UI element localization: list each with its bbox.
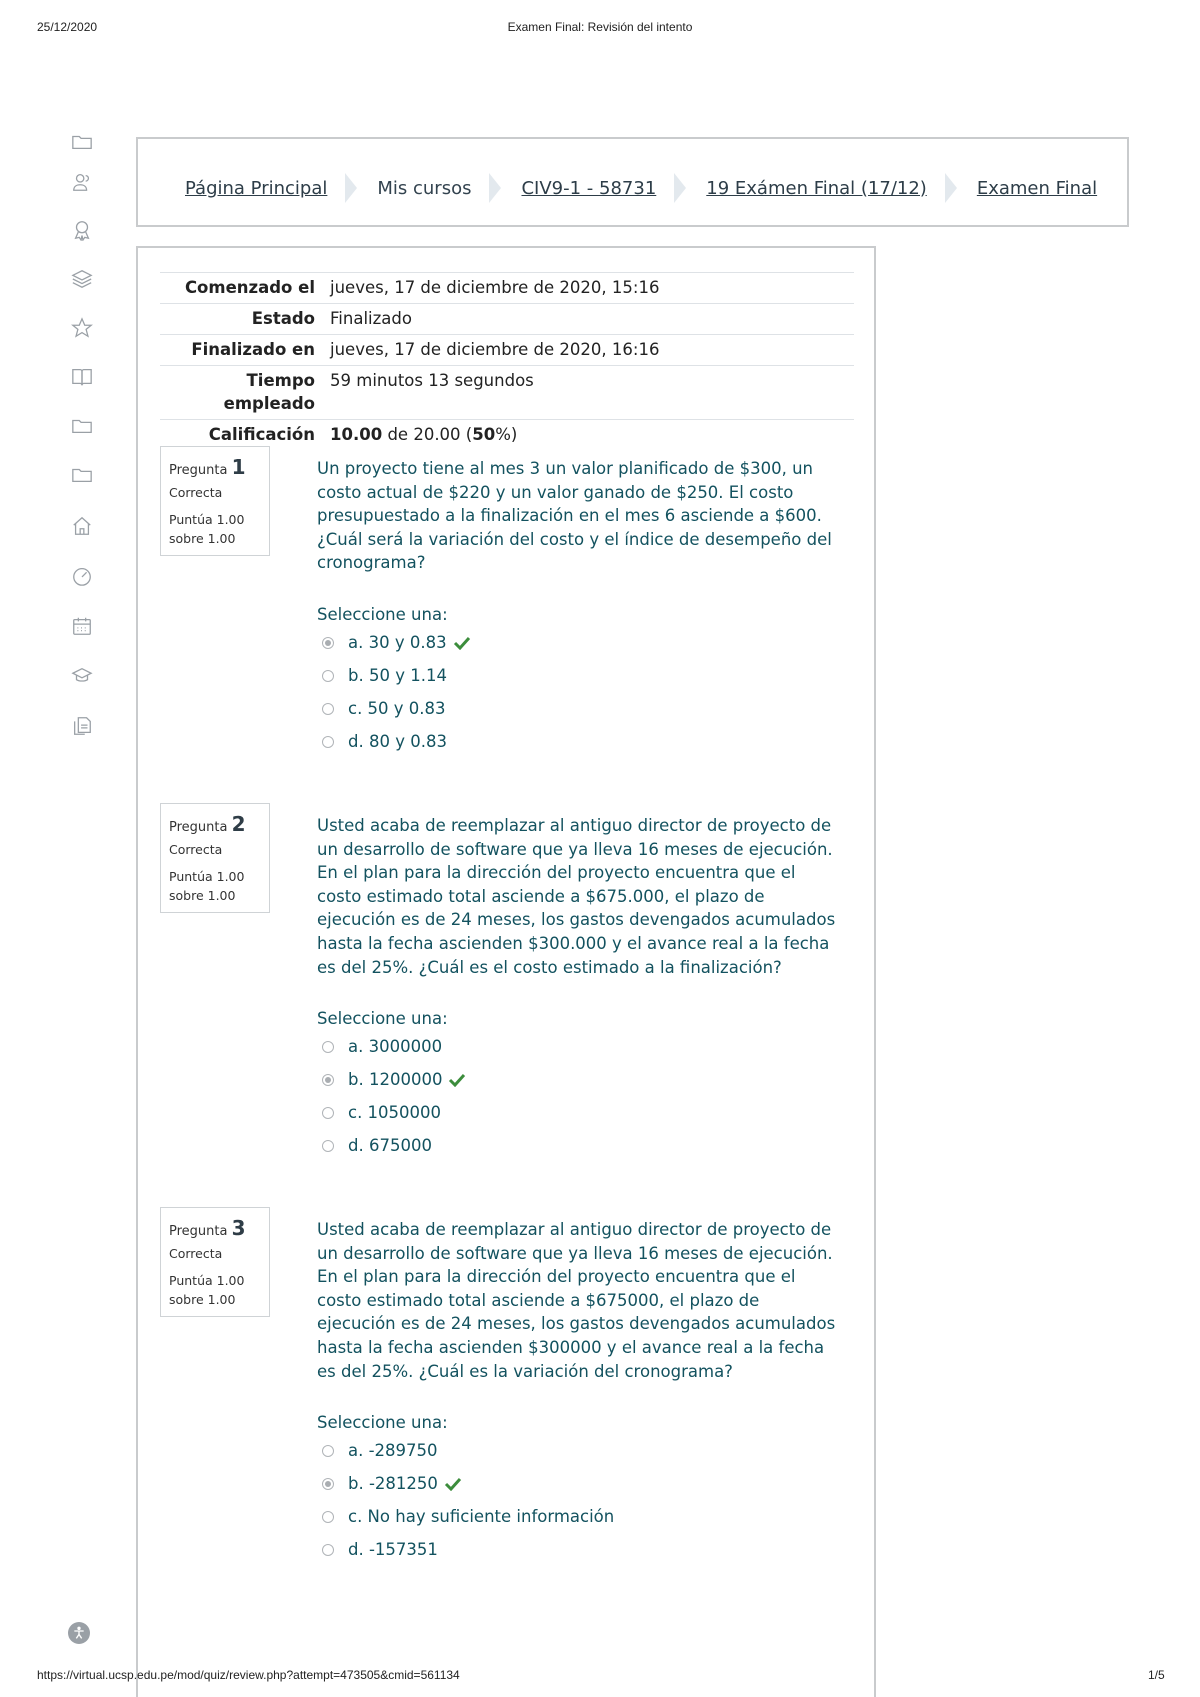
print-title: Examen Final: Revisión del intento — [507, 20, 693, 34]
question-text-3: Usted acaba de reemplazar al antiguo director de proyecto de un desarrollo de software que ya lleva 16 meses de ejecución. En el plan para la dirección del proyecto encuentra que el costo estimado total asciende a $675000, el plazo de ejecución es de 24 meses, los gastos devengados acumulados hasta la fecha ascienden $300000 y el avance real a la fecha es del 25%. ¿Cuál es la variación del cronograma? — [317, 1220, 836, 1381]
folder-icon[interactable] — [70, 414, 94, 438]
breadcrumb-section-link[interactable]: 19 Exámen Final (17/12) — [706, 177, 927, 199]
option-2d[interactable]: d. 675000 — [322, 1136, 432, 1155]
summary-row-time: Tiempo empleado 59 minutos 13 segundos — [160, 365, 854, 419]
summary-row-started: Comenzado el jueves, 17 de diciembre de 2020, 15:16 — [160, 272, 854, 303]
summary-row-state: Estado Finalizado — [160, 303, 854, 334]
question-state: Correcta — [169, 1246, 223, 1261]
radio-selected[interactable] — [322, 1478, 334, 1490]
radio[interactable] — [322, 736, 334, 748]
breadcrumb-home-link[interactable]: Página Principal — [185, 177, 328, 199]
radio[interactable] — [322, 1445, 334, 1457]
radio[interactable] — [322, 703, 334, 715]
print-date: 25/12/2020 — [37, 20, 98, 34]
summary-row-grade: Calificación 10.00 de 20.00 (50%) — [160, 419, 854, 450]
option-2b[interactable]: b. 1200000 — [322, 1070, 466, 1089]
quiz-review-region — [136, 246, 876, 1697]
option-1c[interactable]: c. 50 y 0.83 — [322, 699, 446, 718]
accessibility-icon[interactable] — [68, 1622, 90, 1644]
radio[interactable] — [322, 670, 334, 682]
breadcrumb-separator-icon — [945, 173, 959, 203]
radio[interactable] — [322, 1107, 334, 1119]
question-text-1: Un proyecto tiene al mes 3 un valor planificado de $300, un costo actual de $220 y un valor ganado de $250. El costo presupuestado a la finalización en el mes 6 asciende a $600. ¿Cuál será la variación del costo y el índice de desempeño del cronograma? — [317, 459, 832, 573]
book-icon[interactable] — [70, 365, 94, 389]
breadcrumb-quiz-link[interactable]: Examen Final — [976, 177, 1098, 199]
checkmark-icon — [444, 1477, 462, 1491]
question-state: Correcta — [169, 485, 223, 500]
attempt-summary-table — [160, 272, 854, 450]
option-1d[interactable]: d. 80 y 0.83 — [322, 732, 447, 751]
folder-icon[interactable] — [70, 463, 94, 487]
select-one-prompt: Seleccione una: — [317, 1009, 448, 1028]
radio[interactable] — [322, 1041, 334, 1053]
option-3c[interactable]: c. No hay suficiente información — [322, 1507, 614, 1526]
option-2c[interactable]: c. 1050000 — [322, 1103, 441, 1122]
print-url: https://virtual.ucsp.edu.pe/mod/quiz/review.php?attempt=473505&cmid=561134 — [37, 1668, 460, 1682]
question-info-2: Pregunta 2 Correcta Puntúa 1.00 sobre 1.00 — [160, 803, 270, 913]
breadcrumb-course-link[interactable]: CIV9-1 - 58731 — [521, 177, 657, 199]
select-one-prompt: Seleccione una: — [317, 1413, 448, 1432]
graduation-cap-icon[interactable] — [70, 664, 94, 688]
print-header — [0, 20, 1200, 40]
question-state: Correcta — [169, 842, 223, 857]
breadcrumb-separator-icon — [345, 173, 359, 203]
question-info-1: Pregunta 1 Correcta Puntúa 1.00 sobre 1.00 — [160, 446, 270, 556]
option-3a[interactable]: a. -289750 — [322, 1441, 438, 1460]
radio[interactable] — [322, 1544, 334, 1556]
select-one-prompt: Seleccione una: — [317, 605, 448, 624]
question-text-2: Usted acaba de reemplazar al antiguo director de proyecto de un desarrollo de software que ya lleva 16 meses de ejecución. En el plan para la dirección del proyecto encuentra que el costo estimado total asciende a $675.000, el plazo de ejecución es de 24 meses, los gastos devengados acumulados hasta la fecha ascienden $300.000 y el avance real a la fecha es del 25%. ¿Cuál es el costo estimado a la finalización? — [317, 816, 836, 977]
question-info-3: Pregunta 3 Correcta Puntúa 1.00 sobre 1.00 — [160, 1207, 270, 1317]
files-icon[interactable] — [70, 714, 94, 738]
breadcrumb-container — [136, 137, 1129, 227]
folder-icon[interactable] — [70, 130, 94, 154]
breadcrumb-my-courses: Mis cursos — [377, 177, 472, 199]
calendar-icon[interactable] — [70, 614, 94, 638]
radio[interactable] — [322, 1140, 334, 1152]
option-1a[interactable]: a. 30 y 0.83 — [322, 633, 471, 652]
users-icon[interactable] — [70, 170, 94, 194]
radio-selected[interactable] — [322, 1074, 334, 1086]
summary-row-finished: Finalizado en jueves, 17 de diciembre de 2020, 16:16 — [160, 334, 854, 365]
print-page-number: 1/5 — [1148, 1668, 1165, 1682]
breadcrumb — [185, 173, 1097, 203]
star-icon[interactable] — [70, 316, 94, 340]
radio[interactable] — [322, 1511, 334, 1523]
checkmark-icon — [448, 1073, 466, 1087]
breadcrumb-separator-icon — [674, 173, 688, 203]
option-3b[interactable]: b. -281250 — [322, 1474, 462, 1493]
option-3d[interactable]: d. -157351 — [322, 1540, 438, 1559]
dashboard-icon[interactable] — [70, 564, 94, 588]
badge-icon[interactable] — [70, 218, 94, 242]
radio-selected[interactable] — [322, 637, 334, 649]
checkmark-icon — [453, 636, 471, 650]
layers-icon[interactable] — [70, 267, 94, 291]
breadcrumb-separator-icon — [489, 173, 503, 203]
option-1b[interactable]: b. 50 y 1.14 — [322, 666, 447, 685]
home-icon[interactable] — [70, 514, 94, 538]
option-2a[interactable]: a. 3000000 — [322, 1037, 442, 1056]
